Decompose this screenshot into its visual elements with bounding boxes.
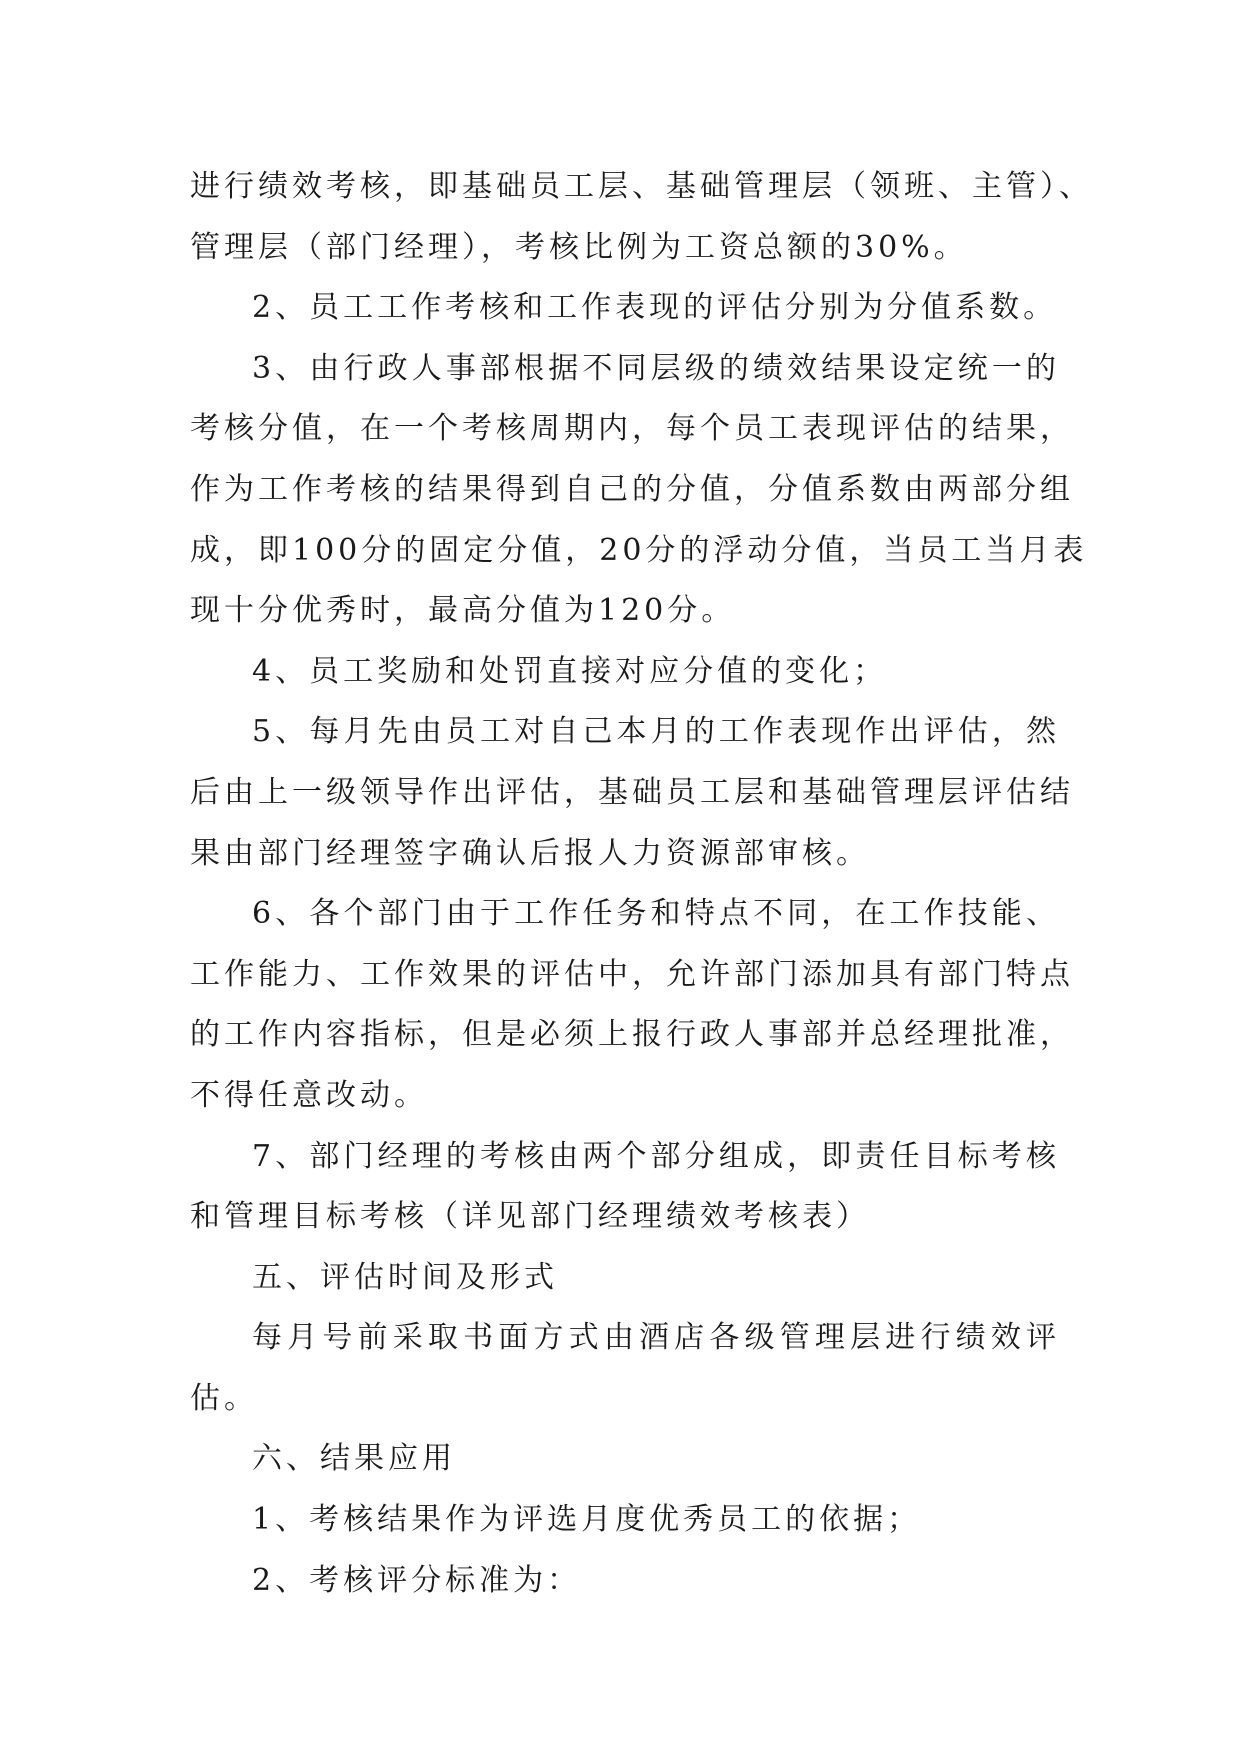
text-line: 2、员工工作考核和工作表现的评估分别为分值系数。 — [252, 290, 1058, 326]
text-line: 作为工作考核的结果得到自己的分值，分值系数由两部分组 — [190, 471, 1074, 507]
text-line: 六、结果应用 — [252, 1441, 456, 1477]
text-line: 估。 — [190, 1380, 258, 1416]
text-line: 的工作内容指标，但是必须上报行政人事部并总经理批准， — [190, 1017, 1074, 1053]
text-line: 后由上一级领导作出评估，基础员工层和基础管理层评估结 — [190, 774, 1074, 810]
text-line: 2、考核评分标准为： — [252, 1562, 582, 1598]
text-line: 工作能力、工作效果的评估中，允许部门添加具有部门特点 — [190, 956, 1074, 992]
text-line: 1、考核结果作为评选月度优秀员工的依据； — [252, 1502, 922, 1538]
text-line: 7、部门经理的考核由两个部分组成，即责任目标考核 — [252, 1138, 1060, 1174]
text-line: 果由部门经理签字确认后报人力资源部审核。 — [190, 835, 870, 871]
text-line: 现十分优秀时，最高分值为120分。 — [190, 593, 736, 629]
text-line: 成，即100分的固定分值，20分的浮动分值，当员工当月表 — [190, 532, 1088, 568]
text-line: 管理层（部门经理），考核比例为工资总额的30%。 — [190, 229, 968, 265]
text-line: 进行绩效考核，即基础员工层、基础管理层（领班、主管）、 — [190, 169, 1093, 204]
text-line: 不得任意改动。 — [190, 1077, 428, 1113]
text-line: 4、员工奖励和处罚直接对应分值的变化； — [252, 653, 888, 689]
document-body — [190, 157, 1093, 1611]
text-line: 考核分值，在一个考核周期内，每个员工表现评估的结果， — [190, 411, 1074, 447]
text-line: 3、由行政人事部根据不同层级的绩效结果设定统一的 — [252, 350, 1060, 386]
text-line: 5、每月先由员工对自己本月的工作表现作出评估，然 — [252, 714, 1060, 750]
text-line: 每月号前采取书面方式由酒店各级管理层进行绩效评 — [252, 1320, 1060, 1356]
text-line: 五、评估时间及形式 — [252, 1259, 558, 1295]
text-line: 6、各个部门由于工作任务和特点不同，在工作技能、 — [252, 896, 1060, 932]
text-line: 和管理目标考核（详见部门经理绩效考核表） — [190, 1199, 870, 1235]
